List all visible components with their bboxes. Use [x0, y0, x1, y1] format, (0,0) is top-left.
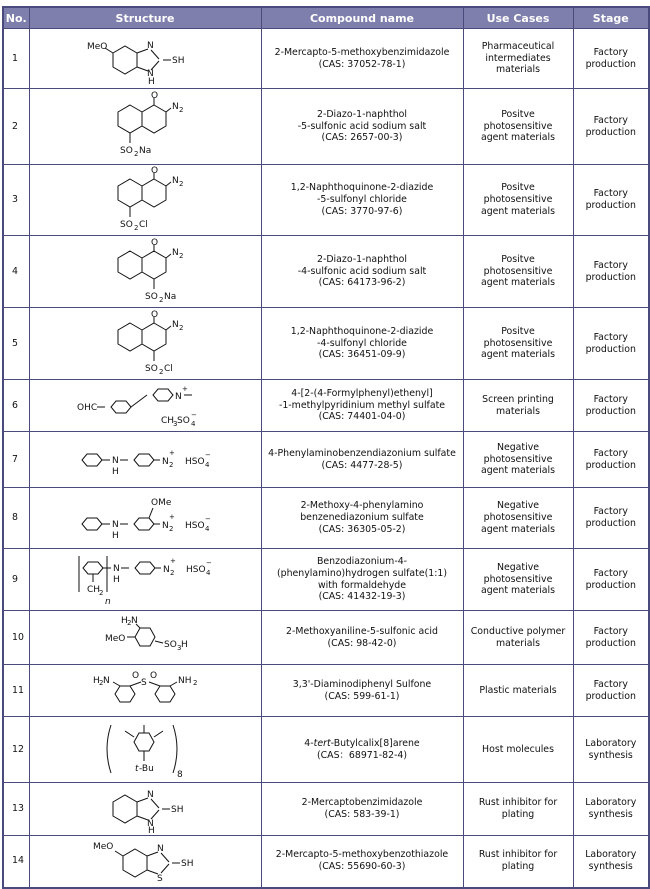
svg-text:2: 2	[179, 323, 184, 332]
table-row	[3, 783, 649, 836]
svg-text:Cl: Cl	[139, 220, 148, 230]
svg-text:O: O	[151, 237, 159, 248]
svg-text:SO: SO	[164, 639, 177, 650]
benzodiazonium-formaldehyde-polymer-structure	[65, 552, 225, 608]
svg-text:2: 2	[169, 460, 174, 469]
structure-diagram	[29, 308, 261, 380]
svg-text:−: −	[205, 515, 211, 523]
svg-text:2: 2	[179, 180, 184, 188]
header-compound-name: Compound name	[261, 7, 463, 29]
svg-text:Na: Na	[164, 291, 177, 302]
use-cases: Rust inhibitor for plating	[463, 783, 573, 836]
svg-text:4: 4	[206, 568, 211, 577]
stage: Factory production	[573, 29, 649, 89]
svg-text:O: O	[151, 309, 159, 320]
svg-text:-Bu: -Bu	[139, 763, 154, 774]
svg-text:N: N	[163, 564, 170, 575]
svg-text:2: 2	[99, 588, 104, 597]
row-number: 9	[3, 549, 29, 611]
svg-text:−: −	[191, 410, 197, 419]
row-number: 6	[3, 380, 29, 432]
compound-table	[2, 6, 650, 889]
compound-name: 1,2-Naphthoquinone-2-diazide -4-sulfonyl chloride (CAS: 36451-09-9)	[261, 308, 463, 380]
svg-text:SH: SH	[172, 55, 185, 66]
compound-name: Benzodiazonium-4- (phenylamino)hydrogen sulfate(1:1) with formaldehyde (CAS: 41432-19-3)	[261, 549, 463, 611]
svg-text:H: H	[113, 574, 120, 585]
svg-text:SO: SO	[145, 291, 158, 302]
svg-text:N: N	[147, 790, 154, 800]
compound-name: 4-Phenylaminobenzendiazonium sulfate (CAS: 4477-28-5)	[261, 432, 463, 488]
svg-text:MeO: MeO	[87, 41, 108, 52]
structure-diagram	[29, 549, 261, 611]
structure-diagram	[29, 611, 261, 665]
svg-text:SH: SH	[181, 859, 194, 870]
compound-name: 4-tert-Butylcalix[8]arene (CAS：68971-82-4)	[261, 717, 463, 783]
table-row	[3, 549, 649, 611]
svg-text:SH: SH	[171, 805, 184, 815]
table-row	[3, 432, 649, 488]
table-row	[3, 836, 649, 888]
structure-diagram	[29, 165, 261, 236]
use-cases: Positve photosensitive agent materials	[463, 165, 573, 236]
mercapto-methoxybenzothiazole-structure	[85, 839, 205, 883]
svg-text:NH: NH	[178, 675, 192, 686]
header-structure: Structure	[29, 7, 261, 29]
svg-text:3: 3	[173, 419, 178, 428]
diazonaphthol-4-sulfonate-na-structure	[100, 238, 190, 306]
row-number: 3	[3, 165, 29, 236]
svg-text:H: H	[93, 675, 100, 686]
svg-text:N: N	[172, 176, 179, 186]
svg-text:SO: SO	[120, 145, 133, 156]
use-cases: Negative photosensitive agent materials	[463, 488, 573, 549]
svg-text:3: 3	[177, 643, 182, 652]
svg-text:−: −	[205, 450, 211, 459]
svg-text:8: 8	[177, 769, 183, 780]
stage: Factory production	[573, 236, 649, 308]
use-cases: Plastic materials	[463, 665, 573, 717]
svg-text:N: N	[162, 521, 169, 531]
table-row	[3, 380, 649, 432]
use-cases: Conductive polymer materials	[463, 611, 573, 665]
compound-name: 4-[2-(4-Formylphenyl)ethenyl] -1-methylpyridinium methyl sulfate (CAS: 74401-04-0)	[261, 380, 463, 432]
table-row	[3, 488, 649, 549]
use-cases: Positve photosensitive agent materials	[463, 236, 573, 308]
table-row	[3, 308, 649, 380]
row-number: 8	[3, 488, 29, 549]
svg-text:2: 2	[170, 568, 175, 577]
row-number: 10	[3, 611, 29, 665]
stage: Factory production	[573, 488, 649, 549]
header-row	[3, 7, 649, 29]
svg-text:N: N	[157, 844, 164, 855]
use-cases: Negative photosensitive agent materials	[463, 549, 573, 611]
row-number: 11	[3, 665, 29, 717]
stage: Laboratory synthesis	[573, 717, 649, 783]
use-cases: Rust inhibitor for plating	[463, 836, 573, 888]
table-row	[3, 29, 649, 89]
compound-name: 2-Methoxyaniline-5-sulfonic acid (CAS: 98-42-0)	[261, 611, 463, 665]
stage: Laboratory synthesis	[573, 836, 649, 888]
methoxyaniline-sulfonic-acid-structure	[85, 613, 205, 663]
compound-name: 2-Diazo-1-naphthol -4-sulfonic acid sodium salt (CAS: 64173-96-2)	[261, 236, 463, 308]
svg-text:N: N	[172, 247, 179, 258]
compound-name: 2-Mercapto-5-methoxybenzimidazole (CAS: 37052-78-1)	[261, 29, 463, 89]
svg-text:+: +	[169, 513, 175, 521]
svg-text:N: N	[103, 675, 110, 686]
svg-text:OMe: OMe	[151, 498, 172, 508]
stage: Factory production	[573, 432, 649, 488]
header-no: No.	[3, 7, 29, 29]
svg-text:H: H	[148, 826, 155, 833]
svg-text:O: O	[151, 90, 159, 101]
svg-text:N: N	[147, 819, 154, 829]
svg-text:H: H	[112, 531, 119, 541]
svg-text:2: 2	[99, 678, 104, 687]
svg-text:S: S	[141, 677, 147, 688]
phenylaminobenzenediazonium-structure	[70, 440, 220, 480]
svg-text:H: H	[148, 76, 155, 84]
svg-text:CH: CH	[87, 584, 101, 595]
structure-diagram	[29, 432, 261, 488]
svg-text:4: 4	[191, 419, 196, 428]
methoxy-phenylaminobenzenediazonium-structure	[70, 492, 220, 544]
table-row	[3, 165, 649, 236]
table-row	[3, 236, 649, 308]
svg-text:HSO: HSO	[185, 456, 205, 467]
svg-text:2: 2	[159, 295, 164, 304]
header-stage: Stage	[573, 7, 649, 29]
structure-diagram	[29, 236, 261, 308]
svg-text:N: N	[172, 101, 179, 112]
structure-diagram	[29, 380, 261, 432]
structure-diagram	[29, 488, 261, 549]
table-row	[3, 89, 649, 165]
svg-text:+: +	[169, 448, 175, 457]
structure-diagram	[29, 89, 261, 165]
table-row	[3, 717, 649, 783]
structure-diagram	[29, 783, 261, 836]
svg-text:SO: SO	[120, 220, 133, 230]
compound-name: 1,2-Naphthoquinone-2-diazide -5-sulfonyl chloride (CAS: 3770-97-6)	[261, 165, 463, 236]
stage: Factory production	[573, 308, 649, 380]
tert-butylcalixarene-structure	[95, 719, 195, 781]
row-number: 12	[3, 717, 29, 783]
svg-text:N: N	[172, 319, 179, 330]
svg-text:2: 2	[127, 618, 132, 627]
table-row	[3, 665, 649, 717]
svg-text:n: n	[105, 596, 111, 607]
svg-text:N: N	[147, 40, 154, 51]
svg-text:t: t	[135, 763, 139, 774]
use-cases: Screen printing materials	[463, 380, 573, 432]
svg-text:2: 2	[169, 525, 174, 533]
compound-name: 2-Mercapto-5-methoxybenzothiazole (CAS: 55690-60-3)	[261, 836, 463, 888]
svg-text:2: 2	[179, 251, 184, 260]
use-cases: Positve photosensitive agent materials	[463, 89, 573, 165]
stage: Factory production	[573, 549, 649, 611]
svg-text:N: N	[162, 456, 169, 467]
svg-text:4: 4	[205, 460, 210, 469]
svg-text:2: 2	[179, 105, 184, 114]
use-cases: Negative photosensitive agent materials	[463, 432, 573, 488]
svg-text:N: N	[131, 615, 138, 626]
stage: Factory production	[573, 611, 649, 665]
svg-text:O: O	[151, 166, 159, 176]
svg-text:H: H	[121, 615, 128, 626]
row-number: 1	[3, 29, 29, 89]
svg-text:HSO: HSO	[186, 564, 206, 575]
svg-text:+: +	[170, 556, 176, 565]
row-number: 14	[3, 836, 29, 888]
stage: Factory production	[573, 665, 649, 717]
stage: Factory production	[573, 380, 649, 432]
svg-text:MeO: MeO	[105, 633, 126, 644]
stage: Factory production	[573, 89, 649, 165]
stage: Factory production	[573, 165, 649, 236]
svg-text:2: 2	[193, 678, 198, 687]
mercapto-methoxybenzimidazole-structure	[85, 34, 205, 84]
compound-name: 3,3'-Diaminodiphenyl Sulfone (CAS: 599-61-1)	[261, 665, 463, 717]
svg-text:N: N	[112, 455, 119, 466]
svg-text:4: 4	[205, 525, 210, 533]
svg-text:SO: SO	[145, 363, 158, 374]
structure-diagram	[29, 717, 261, 783]
diaminodiphenyl-sulfone-structure	[75, 668, 215, 714]
row-number: 2	[3, 89, 29, 165]
svg-text:S: S	[157, 874, 163, 884]
svg-text:−: −	[206, 558, 212, 567]
table-row	[3, 611, 649, 665]
svg-text:HSO: HSO	[185, 521, 205, 531]
use-cases: Pharmaceutical intermediates materials	[463, 29, 573, 89]
mercaptobenzimidazole-structure	[95, 785, 195, 833]
naphthoquinone-diazide-5-sulfonyl-chloride-structure	[100, 166, 190, 234]
naphthoquinone-diazide-4-sulfonyl-chloride-structure	[100, 310, 190, 378]
header-use-cases: Use Cases	[463, 7, 573, 29]
svg-text:H: H	[181, 639, 188, 650]
compound-name: 2-Mercaptobenzimidazole (CAS: 583-39-1)	[261, 783, 463, 836]
row-number: 13	[3, 783, 29, 836]
svg-text:Cl: Cl	[164, 363, 173, 374]
svg-text:O: O	[132, 670, 140, 681]
row-number: 4	[3, 236, 29, 308]
svg-text:2: 2	[134, 224, 139, 232]
row-number: 7	[3, 432, 29, 488]
svg-text:H: H	[112, 466, 119, 477]
svg-text:N: N	[175, 391, 182, 402]
svg-text:OHC: OHC	[77, 402, 98, 413]
svg-text:N: N	[147, 68, 154, 79]
svg-text:SO: SO	[177, 415, 190, 426]
svg-text:CH: CH	[161, 415, 175, 426]
use-cases: Positve photosensitive agent materials	[463, 308, 573, 380]
compound-name: 2-Methoxy-4-phenylamino benzenediazonium sulfate (CAS: 36305-05-2)	[261, 488, 463, 549]
svg-text:N: N	[112, 520, 119, 530]
svg-text:N: N	[113, 563, 120, 574]
use-cases: Host molecules	[463, 717, 573, 783]
formylstyryl-methylpyridinium-structure	[75, 383, 215, 429]
structure-diagram	[29, 29, 261, 89]
structure-diagram	[29, 836, 261, 888]
compound-name: 2-Diazo-1-naphthol -5-sulfonic acid sodium salt (CAS: 2657-00-3)	[261, 89, 463, 165]
row-number: 5	[3, 308, 29, 380]
svg-text:O: O	[150, 670, 158, 681]
svg-text:2: 2	[159, 367, 164, 376]
svg-text:+: +	[182, 384, 188, 393]
stage: Laboratory synthesis	[573, 783, 649, 836]
svg-text:Na: Na	[139, 145, 152, 156]
svg-text:2: 2	[134, 149, 139, 158]
svg-text:MeO: MeO	[93, 842, 114, 853]
structure-diagram	[29, 665, 261, 717]
diazonaphthol-5-sulfonate-na-structure	[100, 91, 190, 163]
